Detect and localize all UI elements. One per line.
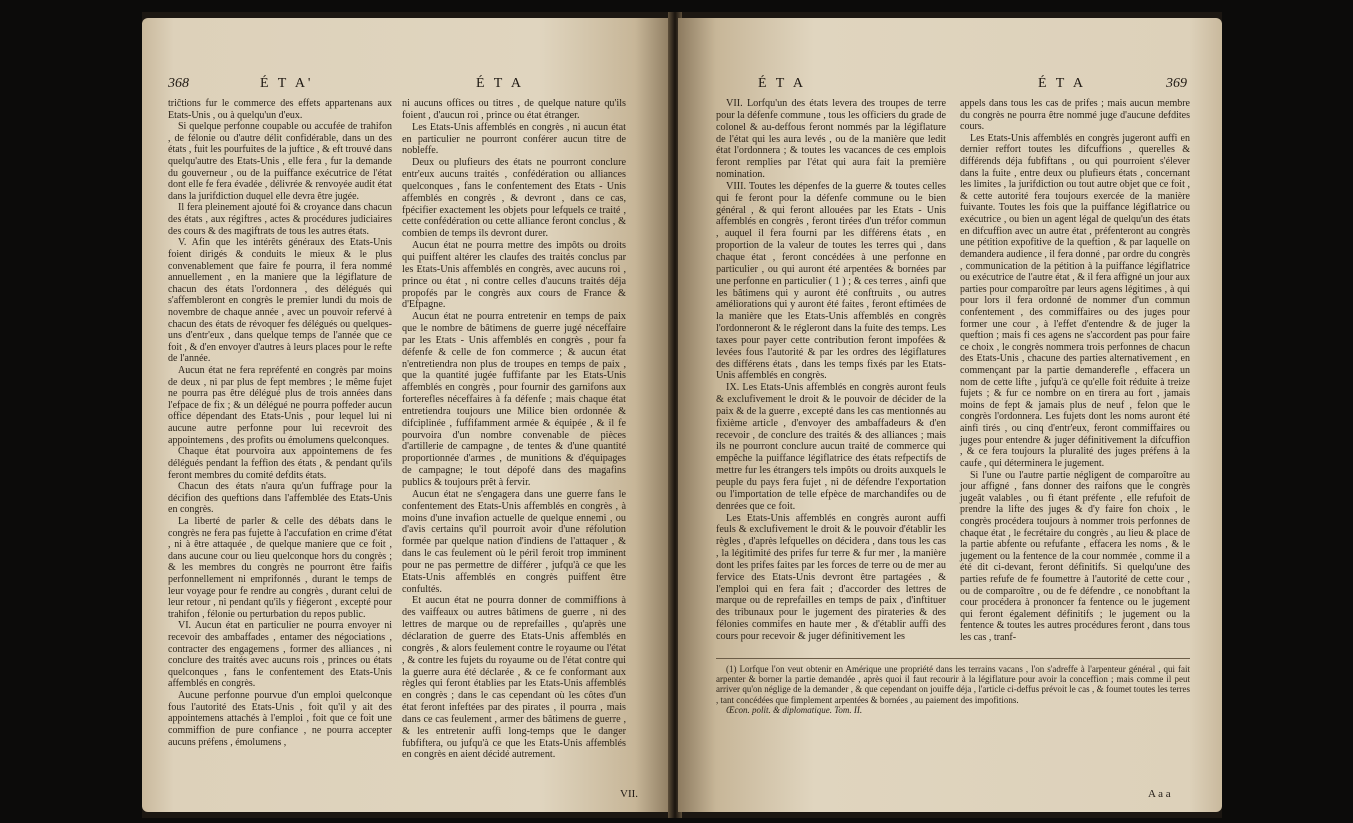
paragraph: ni aucuns offices ou titres , de quelque nature qu'ils foient , d'aucun roi , prince ou état étranger. xyxy=(402,98,626,121)
paragraph: Il fera pleinement ajouté foi & croyance dans chacun des états , aux régiftres , actes & procédures judiciaires des cours & des magiftrats de tous les autres états. xyxy=(168,202,392,237)
paragraph: VIII. Toutes les dépenfes de la guerre & toutes celles qui fe feront pour la défenfe commune ou le bien général , & qui feront allouées par les Etats - Unis affemblés en congrès , feront tirées d'un tréfor commun , auquel il fera fourni par les différens états , en proportion de la valeur de toutes les terres qui , dans chaque état , feront concédées à une perfonne en particulier , ou qui auront été arpentées & bornées par une perfonne en particulier ( 1 ) ; & ces terres , ainfi que les bâtimens qui y auront été conftruits , ou autres améliorations qui y auront été faites , feront eftimées de la manière que les Etats-Unis affemblés en congrès l'ordonneront & le régleront dans la fuite des temps. Les taxes pour payer cette contribution feront impofées & levées fous l'autorité & par les ordres des légiflatures des différens états , dans les temps fixés par les Etats-Unis affemblés en congrès. xyxy=(716,180,946,382)
right-page xyxy=(678,18,1222,812)
right-column-2 xyxy=(960,98,1190,644)
running-head-left-outer: É T A' xyxy=(260,76,314,91)
footnote-rule xyxy=(716,658,1190,659)
paragraph: Et aucun état ne pourra donner de commiffions à des vaiffeaux ou autres bâtimens de guerre , ni des lettres de marque ou de reprefailles , qu'après une déclaration de guerre des Etats-Unis affemblés en congrès , & alors feulement contre le royaume ou l'état , & contre les fujets du royaume ou de l'état contre qui la guerre aura été déclarée , & ce fe conformant aux règles qui feront établies par les Etats-Unis affemblés en congrès ; dans le cas cependant où les côtes d'un état feront infeftées par des pirates , il pourra , mais dans ce cas feulement , armer des bâtimens de guerre , & les entretenir auffi long-temps que le danger fubfiftera, ou jufqu'à ce que les Etats-Unis affemblés en congrès en aient décidé autrement. xyxy=(402,595,626,761)
paragraph: triĉtions fur le commerce des effets appartenans aux Etats-Unis , ou à quelqu'un d'eux. xyxy=(168,98,392,121)
paragraph: Aucun état ne pourra entretenir en temps de paix que le nombre de bâtimens de guerre jugé néceffaire par les Etats - Unis affemblés en congrès , pour fa défenfe & celle de fon commerce ; & aucun état n'entretiendra non plus de troupes en temps de paix , que la quantité jugée fuffifante par les Etats-Unis affemblés en congrès , pour fournir des garnifons aux forterefles néceffaires à fa défenfe ; mais chaque état entretiendra toujours une Milice bien ordonnée & difciplinée , fuffifamment armée & équipée , & il fe pourvoira d'un nombre convenable de pièces d'artillerie de campagne , de tentes & d'une quantité proportionnée d'armes , de munitions & d'équipages de campagne; le tout dépofé dans des magafins publics & toujours prêt à fervir. xyxy=(402,311,626,488)
right-column-1 xyxy=(716,98,946,643)
paragraph: Les Etats-Unis affemblés en congrès auront auffi feuls & exclufivement le droit & le pouvoir d'établir les règles , d'après lefquelles on décidera , dans tous les cas , la légitimité des prifes fur terre & fur mer , la manière dont les prifes faites par les forces de terre ou de mer au fervice des Etats-Unis devront être partagées , & l'emploi qui en fera fait ; d'accorder des lettres de marque ou de reprefailles en temps de paix , d'inftituer des tribunaux pour le jugement des pirateries & des félonies commifes en haute mer , & d'établir auffi des cours pour recevoir & juger définitivement les xyxy=(716,512,946,642)
footnote xyxy=(716,664,1190,715)
open-book xyxy=(142,12,1222,818)
paragraph: Aucun état ne fera repréfenté en congrès par moins de deux , ni par plus de fept membres ; le même fujet ne pourra pas être délégué plus de trois années dans l'efpace de fix ; & un délégué ne pourra poffeder aucun office dépendant des Etats-Unis , pour lequel lui ni aucune autre perfonne pour lui recevroit des appointemens , des profits ou émolumens quelconques. xyxy=(168,365,392,446)
paragraph: Les Etats-Unis affemblés en congrès , ni aucun état en particulier ne pourront conférer aucun titre de nobleffe. xyxy=(402,121,626,157)
signature-mark: A a a xyxy=(1148,788,1171,800)
page-number-left: 368 xyxy=(168,76,189,91)
paragraph: Aucune perfonne pourvue d'un emploi quelconque fous l'autorité des Etats-Unis , foit qu'il y ait des appointemens attachés à l'emploi , foit que ce foit une commiffion de pure confiance , ne pourra accepter aucuns préfens , émolumens , xyxy=(168,690,392,748)
paragraph: V. Afin que les intérêts généraux des Etats-Unis foient dirigés & conduits le mieux & le plus convenablement que faire fe pourra, il fera nommé annuellement , en la maniere que la légiflature de chacun des états l'ordonnera , des délégués qui s'affembleront en congrès le premier lundi du mois de novembre de chaque année , avec un pouvoir refervé à chacun des états de révoquer fes délégués ou quelques-uns d'entr'eux , dans quelque temps de l'année que ce foit , & d'en envoyer d'autres à leurs places pour le refte de l'année. xyxy=(168,237,392,365)
paragraph: Si quelque perfonne coupable ou accufée de trahifon , de félonie ou d'autre délit confidérable, dans un des états , fuit les pourfuites de la juftice , & eft trouvé dans quelqu'autre des Etats-Unis , elle fera , fur la demande du gouverneur , ou de la puiffance exécutrice de l'état dont elle fe fera évadée , délivrée & renvoyée audit état dans la jurifdiction duquel elle devra être jugée. xyxy=(168,121,392,202)
catchword: VII. xyxy=(620,788,639,800)
paragraph: IX. Les Etats-Unis affemblés en congrès auront feuls & exclufivement le droit & le pouvoir de décider de la paix & de la guerre , excepté dans les cas mentionnés au fixième article , d'envoyer des ambaffadeurs & d'en recevoir , de conclure des traités & des alliances ; mais ils ne pourront conclure aucun traité de commerce qui empêche la puiffance légiflatrice des états refpectifs de mettre fur les étrangers tels impôts ou droits auxquels le peuple du pays fera fujet , ni de défendre l'exportation ou l'importation de telle efpèce de marchandifes ou de denrées que ce foit. xyxy=(716,382,946,512)
paragraph: VII. Lorfqu'un des états levera des troupes de terre pour la défenfe commune , tous les officiers du grade de colonel & au-deffous feront nommés par la légiflature de l'état qui les aura levés , ou de la manière que ledit état l'ordonnera ; & toutes les vacances de ces emplois feront remplies par l'état qui aura fait la première nomination. xyxy=(716,98,946,181)
running-head-left-inner: É T A xyxy=(476,76,524,91)
left-column-1 xyxy=(168,98,392,748)
paragraph: La liberté de parler & celle des débats dans le congrès ne fera pas fujette à l'accufation en crime d'état , ni à être attaquée , de quelque maniere que ce foit , dans aucune cour ou lieu quelconque hors du congrès ; & les membres du congrès ne pourront être faifis perfonnellement ni emprifonnés , durant le temps de leur voyage pour fe rendre au congrès , durant celui de leur retour , ni pendant qu'ils y fiégeront , excepté pour trahifon , félonie ou perturbation du repos public. xyxy=(168,515,392,620)
paragraph: Si l'une ou l'autre partie négligent de comparoître au jour affigné , fans donner des raifons que le congrès jugeât valables , ou fi étant préfente , elle refufoit de prendre la lifte des juges & d'y faire fon choix , le congrès procédera toujours à nommer trois perfonnes de chaque état , le fecrétaire du congrès , au lieu & place de la partie abfente ou refufante , effacera les noms , & le jugement ou la fentence de la cour nommée , comme il a été dit ci-devant, feront définitifs. Si quelqu'une des parties refufe de fe foumettre à l'autorité de cette cour , ou de comparoître , ou de fe défendre , ce nonobftant la cour procédera à prononcer fa fentence ou le jugement qui feront également définitifs ; le jugement ou la fentence & toutes les autres procédures feront , dans tous les cas , tranf- xyxy=(960,469,1190,644)
footnote-source: Œcon. polit. & diplomatique. Tom. II. xyxy=(726,704,863,715)
page-number-right: 369 xyxy=(1166,76,1187,91)
left-column-2 xyxy=(402,98,626,761)
paragraph: Aucun état ne s'engagera dans une guerre fans le confentement des Etats-Unis affemblés en congrès , à moins d'une invafion actuelle de quelque ennemi , ou d'avis certains qu'il pourroit avoir d'une réfolution formée par quelque nation d'indiens de l'attaquer , & dans le cas feulement où le péril feroit trop imminent pour ne pas permettre de différer , jufqu'à ce que les Etats-Unis affemblés en congrès puiffent être confultés. xyxy=(402,488,626,595)
paragraph: Chacun des états n'aura qu'un fuffrage pour la décifion des queftions dans l'affemblée des Etats-Unis en congrès. xyxy=(168,481,392,516)
footnote-text: (1) Lorfque l'on veut obtenir en Amérique une propriété dans les terrains vacans , l'on s'adreffe à l'arpenteur général , qui fait arpenter & borner la partie demandée , après quoi il faut recourir à la légiflature pour avoir la conceffion ; mais comme il peut arriver qu'on néglige de la demander , & que cependant on jouiffe déja , l'article ci-deffus prévoit le cas , & foumet toutes les terres , tant concédées que fimplement arpentées & bornées , au paiement des impofitions. xyxy=(716,664,1190,705)
paragraph: Aucun état ne pourra mettre des impôts ou droits qui puiffent altérer les claufes des traités conclus par les Etats-Unis affemblés en congrès, avec aucuns roi , prince ou état , ni contre celles d'aucuns traités déja propofés par le congrès aux cours de France & d'Efpagne. xyxy=(402,240,626,311)
running-head-right-outer: É T A xyxy=(1038,76,1086,91)
paragraph: VI. Aucun état en particulier ne pourra envoyer ni recevoir des ambaffades , entamer des négociations , contracter des engagemens , former des alliances , ni conclure des traités avec aucuns rois , princes ou états quelconques , fans le confentement des Etats-Unis affemblés en congrès. xyxy=(168,620,392,690)
left-page xyxy=(142,18,672,812)
paragraph: Chaque état pourvoira aux appointemens de fes délégués pendant la feffion des états , & pendant qu'ils feront membres du comité defdits états. xyxy=(168,446,392,481)
paragraph: Deux ou plufieurs des états ne pourront conclure entr'eux aucuns traités , confédération ou alliances quelconques , fans le confentement des Etats - Unis affemblés en congrès , & devront , dans ce cas, fpécifier exactement les objets pour lefquels ce traité , cette confédération ou cette alliance feront conclus , & combien de temps ils devront durer. xyxy=(402,157,626,240)
paragraph: appels dans tous les cas de prifes ; mais aucun membre du congrès ne pourra être nommé juge d'aucune defdites cours. xyxy=(960,98,1190,133)
running-head-right-inner: É T A xyxy=(758,76,806,91)
paragraph: Les Etats-Unis affemblés en congrès jugeront auffi en dernier reffort toutes les difcuffions , querelles & différends déja fubfiftans , ou qui pourroient s'élever dans la fuite , entre deux ou plufieurs états , concernant les limites , la jurifdiction ou tout autre objet que ce foit , & cette autorité fera toujours exercée de la manière fuivante. Toutes les fois que la puiffance légiflatrice ou exécutrice , ou bien un agent légal de quelqu'un des états en difcuffion avec un autre état , préfenteront au congrès une pétition expofitive de la queftion , & par laquelle on demandera audience , il fera donné , par ordre du congrès , communication de la pétition à la puiffance légiflatrice ou exécutrice de l'autre état , & il fera affigné un jour aux parties pour comparoître par leurs agens légitimes , à qui pour lors il fera ordonné de nommer d'un commun confentement , des commiffaires ou des juges pour former une cour , à l'effet d'entendre & de juger la queftion ; mais fi ces agens ne s'accordent pas pour faire ce choix , le congrès nommera trois perfonnes de chacun des Etats-Unis , chacune des parties alternativement , en commençant par la partie demanderefle , effacera un nom de cette lifte , jufqu'à ce qu'elle foit réduite à treize fujets ; & fur ce nombre on en tirera au fort , jamais moins de fept & jamais plus de neuf , felon que le congrès l'ordonnera. Les fujets dont les noms auront été ainfi tirés , ou cinq d'entr'eux, feront commiffaires ou juges pour entendre & juger définitivement la difcuffion , & ce fera toujours la pluralité des juges préfens à la caufe , qui déterminera le jugement. xyxy=(960,132,1190,469)
